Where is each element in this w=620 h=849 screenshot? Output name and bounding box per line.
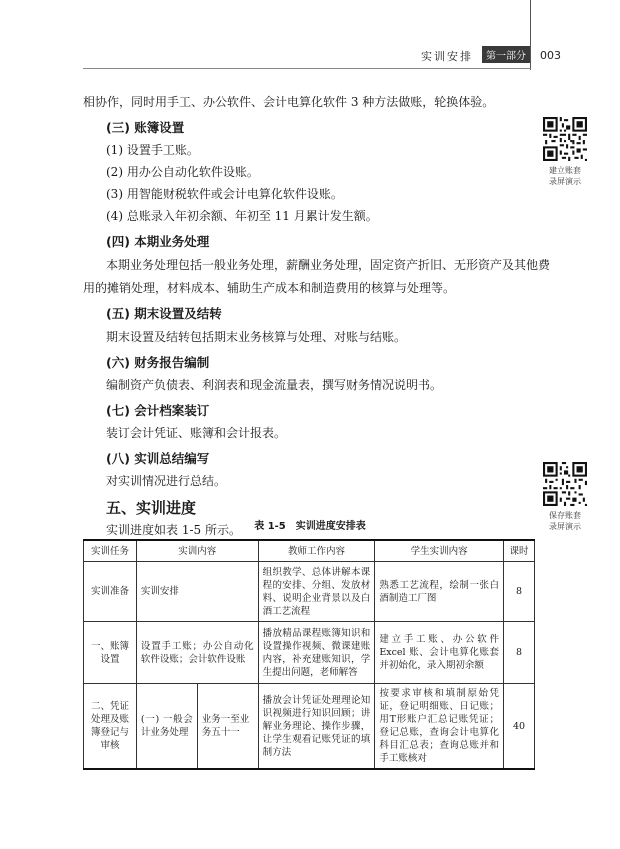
section-heading-6: (六) 财务报告编制 (106, 355, 210, 370)
section-heading-4: (四) 本期业务处理 (106, 234, 210, 249)
qr-caption-line: 建立账套 (549, 166, 581, 175)
paragraph-line: 用的摊销处理，材料成本、辅助生产成本和制造费用的核算与处理等。 (83, 281, 456, 295)
qr-code-icon[interactable] (543, 117, 587, 161)
column-header: 学生实训内容 (375, 540, 504, 562)
content-cell: 设置手工账；办公自动化软件设账；会计软件设账 (136, 622, 258, 684)
list-item: (2) 用办公自动化软件设账。 (106, 165, 259, 179)
qr-caption-line: 保存账套 (549, 511, 581, 520)
teacher-cell: 播放会计凭证处理理论知识视频进行知识回顾；讲解业务理论、操作步骤，让学生观看记账凭证的填制方法 (258, 684, 375, 770)
table-caption: 表 1-5 实训进度安排表 (254, 521, 366, 532)
section-heading-8: (八) 实训总结编写 (106, 451, 210, 466)
header-rule (83, 68, 531, 69)
paragraph-line: 编制资产负债表、利润表和现金流量表，撰写财务情况说明书。 (106, 378, 443, 392)
student-cell: 按要求审核和填制原始凭证，登记明细账、日记账；用T形账户汇总记账凭证；登记总账，查询会计电算化科目汇总表；查询总账并和手工账核对 (375, 684, 504, 770)
content-cell: 实训安排 (136, 562, 258, 622)
paragraph-line: 实训进度如表 1-5 所示。 (106, 523, 241, 537)
hours-cell: 8 (503, 622, 534, 684)
hours-cell: 8 (503, 562, 534, 622)
content-cell: (一) 一般会计业务处理 (136, 684, 197, 770)
paragraph-line: 对实训情况进行总结。 (106, 474, 227, 488)
section-heading-7: (七) 会计档案装订 (106, 403, 210, 418)
qr-caption-line: 录屏演示 (549, 177, 581, 186)
paragraph-line: 装订会计凭证、账簿和会计报表。 (106, 426, 287, 440)
task-cell: 二、凭证处理及账簿登记与审核 (84, 684, 137, 770)
qr-caption-line: 录屏演示 (549, 522, 581, 531)
intro-line: 相协作，同时用手工、办公软件、会计电算化软件 3 种方法做账，轮换体验。 (83, 95, 495, 109)
column-header: 实训任务 (84, 540, 137, 562)
section-heading-5: (五) 期末设置及结转 (106, 306, 222, 321)
task-cell: 实训准备 (84, 562, 137, 622)
page-number: 003 (540, 49, 561, 62)
part-badge: 第一部分 (482, 46, 530, 63)
student-cell: 熟悉工艺流程，绘制一张白酒制造工厂图 (375, 562, 504, 622)
hours-cell: 40 (503, 684, 534, 770)
paragraph-line: 本期业务处理包括一般业务处理，薪酬业务处理，固定资产折旧、无形资产及其他费 (106, 258, 551, 272)
column-header: 实训内容 (136, 540, 258, 562)
teacher-cell: 播放精品课程账簿知识和设置操作视频、微课建账内容，补充建账知识，学生提出问题，老师解答 (258, 622, 375, 684)
table-header-row (84, 540, 535, 562)
qr-caption (535, 165, 595, 187)
table-row (84, 622, 535, 684)
student-cell: 建立手工账、办公软件 Excel 账、会计电算化账套并初始化，录入期初余额 (375, 622, 504, 684)
task-cell: 一、账簿设置 (84, 622, 137, 684)
table-row (84, 684, 535, 770)
section-heading-progress: 五、实训进度 (106, 499, 197, 517)
running-header-title: 实训安排 (421, 50, 473, 63)
paragraph-line: 期末设置及结转包括期末业务核算与处理、对账与结账。 (106, 330, 407, 344)
section-heading-3: (三) 账簿设置 (106, 120, 185, 135)
list-item: (4) 总账录入年初余额、年初至 11 月累计发生额。 (106, 209, 378, 223)
header-vertical-rule (530, 0, 531, 70)
qr-code-icon[interactable] (543, 462, 587, 506)
column-header: 课时 (503, 540, 534, 562)
content-cell: 业务一至业务五十一 (197, 684, 258, 770)
column-header: 教师工作内容 (258, 540, 375, 562)
teacher-cell: 组织教学、总体讲解本课程的安排、分组、发放材料、说明企业背景以及白酒工艺流程 (258, 562, 375, 622)
list-item: (1) 设置手工账。 (106, 143, 199, 157)
progress-table (83, 539, 535, 770)
list-item: (3) 用智能财税软件或会计电算化软件设账。 (106, 187, 343, 201)
table-row (84, 562, 535, 622)
